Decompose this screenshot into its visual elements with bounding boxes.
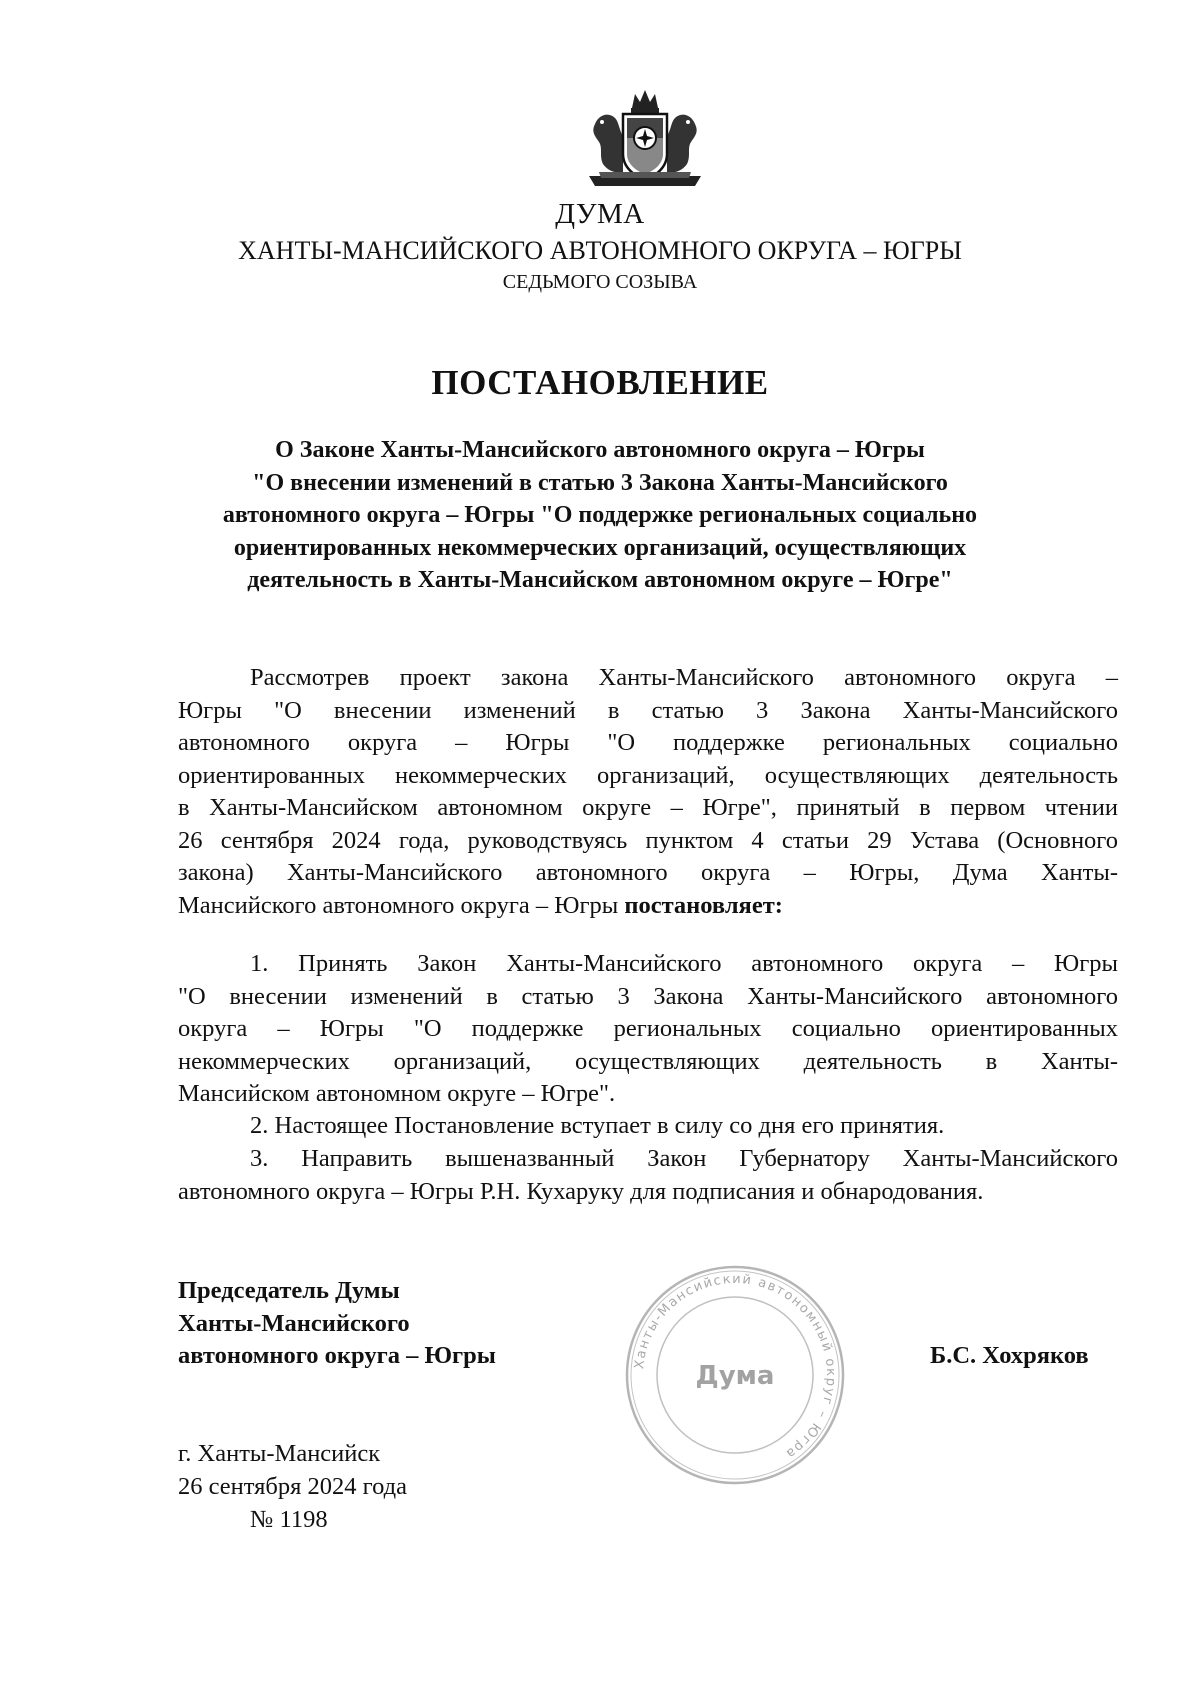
document-date: 26 сентября 2024 года [178, 1473, 407, 1500]
city: г. Ханты-Мансийск [178, 1440, 381, 1467]
point-line: "О внесении изменений в статью 3 Закона Ханты-Мансийского автономного [178, 982, 1118, 1010]
paragraph-line: закона) Ханты-Мансийского автономного округа – Югры, Дума Ханты- [178, 859, 1118, 886]
document-subject [150, 434, 1050, 597]
resolves-emphasis: постановляет: [624, 891, 783, 919]
org-name: ДУМА [555, 198, 645, 230]
signer-title-line: Ханты-Мансийского [178, 1309, 410, 1337]
subject-line: ориентированных некоммерческих организаций, осуществляющих [233, 534, 967, 561]
point-line: 2. Настоящее Постановление вступает в силу со дня его принятия. [250, 1112, 945, 1139]
point-line: автономного округа – Югры Р.Н. Кухаруку для подписания и обнародования. [178, 1177, 984, 1205]
document-type-title: ПОСТАНОВЛЕНИЕ [431, 363, 769, 402]
subject-line: "О внесении изменений в статью 3 Закона Ханты-Мансийского [252, 469, 948, 496]
paragraph-last-line [178, 890, 1118, 923]
subject-line: автономного округа – Югры "О поддержке региональных социально [222, 502, 978, 528]
org-convocation: СЕДЬМОГО СОЗЫВА [502, 271, 698, 293]
signer-name: Б.С. Хохряков [930, 1342, 1089, 1369]
seal-ring-text: Ханты-Мансийский автономный округ – Югра [632, 1271, 839, 1462]
paragraph-line: 26 сентября 2024 года, руководствуясь пунктом 4 статьи 29 Устава (Основного [178, 826, 1118, 854]
paragraph-line-text: Мансийского автономного округа – Югры [178, 891, 625, 919]
paragraph-line: Рассмотрев проект закона Ханты-Мансийского автономного округа – [250, 664, 1118, 691]
coat-of-arms-icon [585, 86, 705, 196]
subject-line: деятельность в Ханты-Мансийском автономном округе – Югре" [247, 567, 953, 593]
point-2 [178, 1110, 1118, 1143]
point-line: некоммерческих организаций, осуществляющих деятельность в Ханты- [178, 1047, 1118, 1075]
seal-center-text: Дума [695, 1361, 775, 1391]
point-line: 1. Принять Закон Ханты-Мансийского автономного округа – Югры [250, 950, 1118, 977]
document-number: № 1198 [250, 1506, 328, 1533]
point-3 [178, 1143, 1118, 1208]
paragraph-line: автономного округа – Югры "О поддержке региональных социально [178, 729, 1118, 756]
signer-title [178, 1275, 496, 1373]
point-line: 3. Направить вышеназванный Закон Губернатору Ханты-Мансийского [250, 1145, 1118, 1172]
point-1 [178, 948, 1118, 1111]
signer-title-line: автономного округа – Югры [178, 1342, 496, 1369]
subject-line: О Законе Ханты-Мансийского автономного округа – Югры [275, 437, 925, 463]
paragraph-line: ориентированных некоммерческих организаций, осуществляющих деятельность [178, 761, 1118, 789]
point-line: округа – Югры "О поддержке региональных социально ориентированных [178, 1015, 1118, 1042]
point-line: Мансийском автономном округе – Югре". [178, 1080, 616, 1107]
preamble-paragraph [178, 662, 1118, 922]
paragraph-line: Югры "О внесении изменений в статью 3 Закона Ханты-Мансийского [178, 696, 1118, 724]
org-region: ХАНТЫ-МАНСИЙСКОГО АВТОНОМНОГО ОКРУГА – ЮГРЫ [238, 236, 962, 265]
signer-title-line: Председатель Думы [178, 1277, 400, 1304]
place-and-date [178, 1437, 407, 1536]
official-seal [620, 1260, 850, 1490]
paragraph-line: в Ханты-Мансийском автономном округе – Югре", принятый в первом чтении [178, 794, 1118, 821]
